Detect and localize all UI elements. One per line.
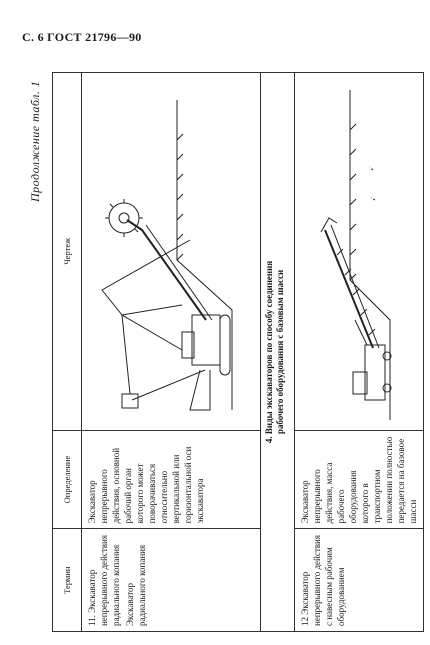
column-header-term: Термин bbox=[53, 529, 82, 632]
table-header-row bbox=[53, 73, 82, 632]
terms-table bbox=[52, 72, 424, 632]
mounted-excavator-drawing bbox=[295, 75, 407, 430]
drawing-cell bbox=[82, 73, 261, 431]
section-heading-line2: рабочего оборудования с базовым шасси bbox=[275, 269, 285, 435]
page-header: С. 6 ГОСТ 21796—90 bbox=[22, 30, 142, 44]
column-header-drawing: Чертеж bbox=[53, 73, 82, 431]
term-alt: Экскаватор радиального копания bbox=[125, 544, 147, 626]
definition-cell: Экскаватор непрерывного действия, масса рабочего оборудования которого в транспортном положении полностью передается на базовое шасси bbox=[295, 430, 424, 529]
column-header-definition: Определение bbox=[53, 430, 82, 529]
table-continuation-caption: Продолжение табл. 1 bbox=[28, 80, 42, 202]
term-cell bbox=[82, 529, 261, 632]
definition-cell: Экскаватор непрерывного действия, основной рабочий орган которого может поворачиваться относительно вертикальной или горизонтальной оси экскаватора bbox=[82, 430, 261, 529]
table-row bbox=[295, 73, 424, 632]
table-row bbox=[82, 73, 261, 632]
section-heading bbox=[261, 73, 295, 632]
term-main: 11. Экскаватор непрерывного действия радиального копания bbox=[87, 535, 121, 626]
section-heading-line1: 4. Виды экскаваторов по способу соединения bbox=[264, 260, 274, 444]
term-cell: 12 Экскаватор непрерывного действия с навесным рабочим оборудованием bbox=[295, 529, 424, 632]
section-heading-row bbox=[261, 73, 295, 632]
rotated-table-page bbox=[22, 72, 418, 632]
drawing-cell bbox=[295, 73, 424, 431]
bucket-wheel-excavator-drawing bbox=[82, 75, 260, 430]
